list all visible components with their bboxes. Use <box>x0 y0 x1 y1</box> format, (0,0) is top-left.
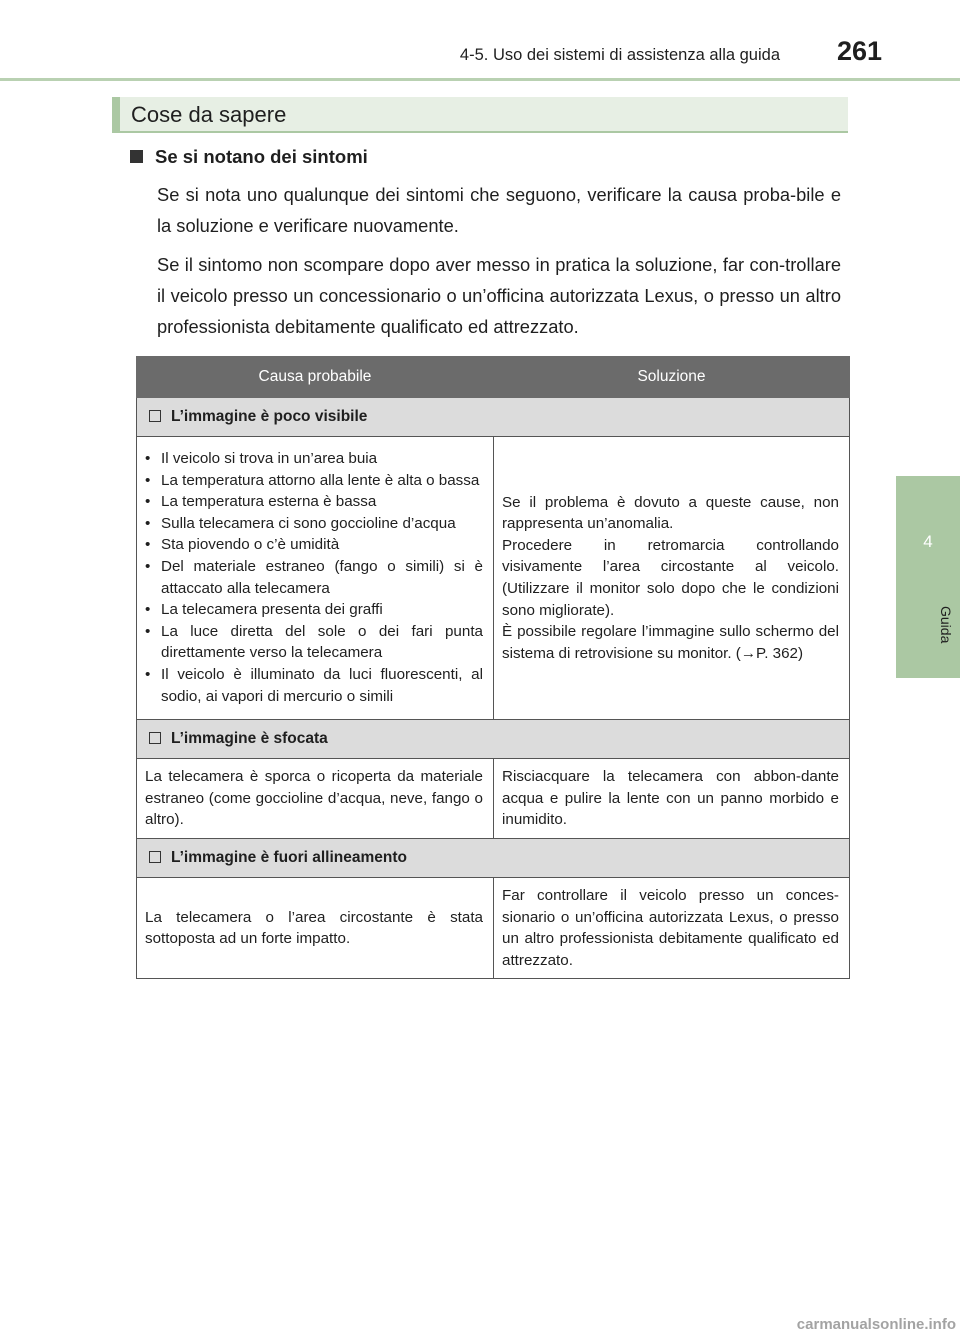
checkbox-icon <box>149 410 161 422</box>
list-item: • La telecamera presenta dei graffi <box>145 599 483 621</box>
category-title: L’immagine è fuori allineamento <box>171 849 407 867</box>
category-row <box>137 838 850 877</box>
category-title: L’immagine è sfocata <box>171 730 328 748</box>
category-row <box>137 720 850 759</box>
chapter-number: 4 <box>923 532 933 551</box>
column-header-cause: Causa probabile <box>137 357 494 398</box>
list-item: • La temperatura attorno alla lente è alta o bassa <box>145 470 483 492</box>
table-row <box>137 437 850 720</box>
subheading-text: Se si notano dei sintomi <box>155 146 368 167</box>
table-header-row <box>137 357 850 398</box>
square-bullet-icon <box>130 150 143 163</box>
section-title: 4-5. Uso dei sistemi di assistenza alla guida <box>459 46 780 64</box>
solution-line: Procedere in retromarcia controllando visivamente l’area circostante al veicolo. (Utilizzare il monitor solo dopo che le condizioni sono migliorate). <box>502 536 839 619</box>
checkbox-icon <box>149 851 161 863</box>
page-number: 261 <box>836 36 882 66</box>
chapter-tab <box>896 476 960 678</box>
solution-cell: Far controllare il veicolo presso un conces-sionario o un’officina autorizzata Lexus, o presso un altro professionista debitamente qualificato ed attrezzato. <box>494 877 850 978</box>
solution-cell: Risciacquare la telecamera con abbon-dante acqua e pulire la lente con un panno morbido e inumidito. <box>494 759 850 839</box>
header-rule <box>0 78 960 81</box>
subheading <box>130 146 368 168</box>
info-box-title: Cose da sapere <box>112 97 848 133</box>
table-row <box>137 877 850 978</box>
category-title: L’immagine è poco visibile <box>171 408 368 426</box>
list-item: • La luce diretta del sole o dei fari punta direttamente verso la telecamera <box>145 621 483 664</box>
symptom-table <box>136 356 850 979</box>
column-header-solution: Soluzione <box>494 357 850 398</box>
table-row <box>137 759 850 839</box>
cause-cell: La telecamera è sporca o ricoperta da materiale estraneo (come goccioline d’acqua, neve, fango o altro). <box>137 759 494 839</box>
list-item: • Il veicolo è illuminato da luci fluorescenti, al sodio, ai vapori di mercurio o simili <box>145 664 483 707</box>
watermark: carmanualsonline.info <box>796 1316 956 1333</box>
paragraph: Se il sintomo non scompare dopo aver messo in pratica la soluzione, far con-trollare il veicolo presso un concessionario o un’officina autorizzata Lexus, o presso un altro professionista debitamente qualificato ed attrezzato. <box>157 254 841 337</box>
list-item: • Del materiale estraneo (fango o simili) si è attaccato alla telecamera <box>145 556 483 599</box>
category-cell <box>137 398 850 437</box>
list-item: • Il veicolo si trova in un’area buia <box>145 448 483 470</box>
cause-cell <box>137 437 494 720</box>
solution-line: È possibile regolare l’immagine sullo schermo del sistema di retrovisione su monitor. (→P. 362) <box>502 623 839 662</box>
category-cell <box>137 720 850 759</box>
solution-cell <box>494 437 850 720</box>
checkbox-icon <box>149 732 161 744</box>
list-item: • Sta piovendo o c’è umidità <box>145 534 483 556</box>
paragraph: Se si nota uno qualunque dei sintomi che seguono, verificare la causa proba-bile e la soluzione e verificare nuovamente. <box>157 184 841 236</box>
category-cell <box>137 838 850 877</box>
cause-list <box>145 448 483 707</box>
solution-line: Se il problema è dovuto a queste cause, non rappresenta un’anomalia. <box>502 493 839 533</box>
list-item: • La temperatura esterna è bassa <box>145 491 483 513</box>
category-row <box>137 398 850 437</box>
list-item: • Sulla telecamera ci sono goccioline d’acqua <box>145 513 483 535</box>
cause-cell: La telecamera o l’area circostante è stata sottoposta ad un forte impatto. <box>137 877 494 978</box>
chapter-label: Guida <box>938 606 954 644</box>
